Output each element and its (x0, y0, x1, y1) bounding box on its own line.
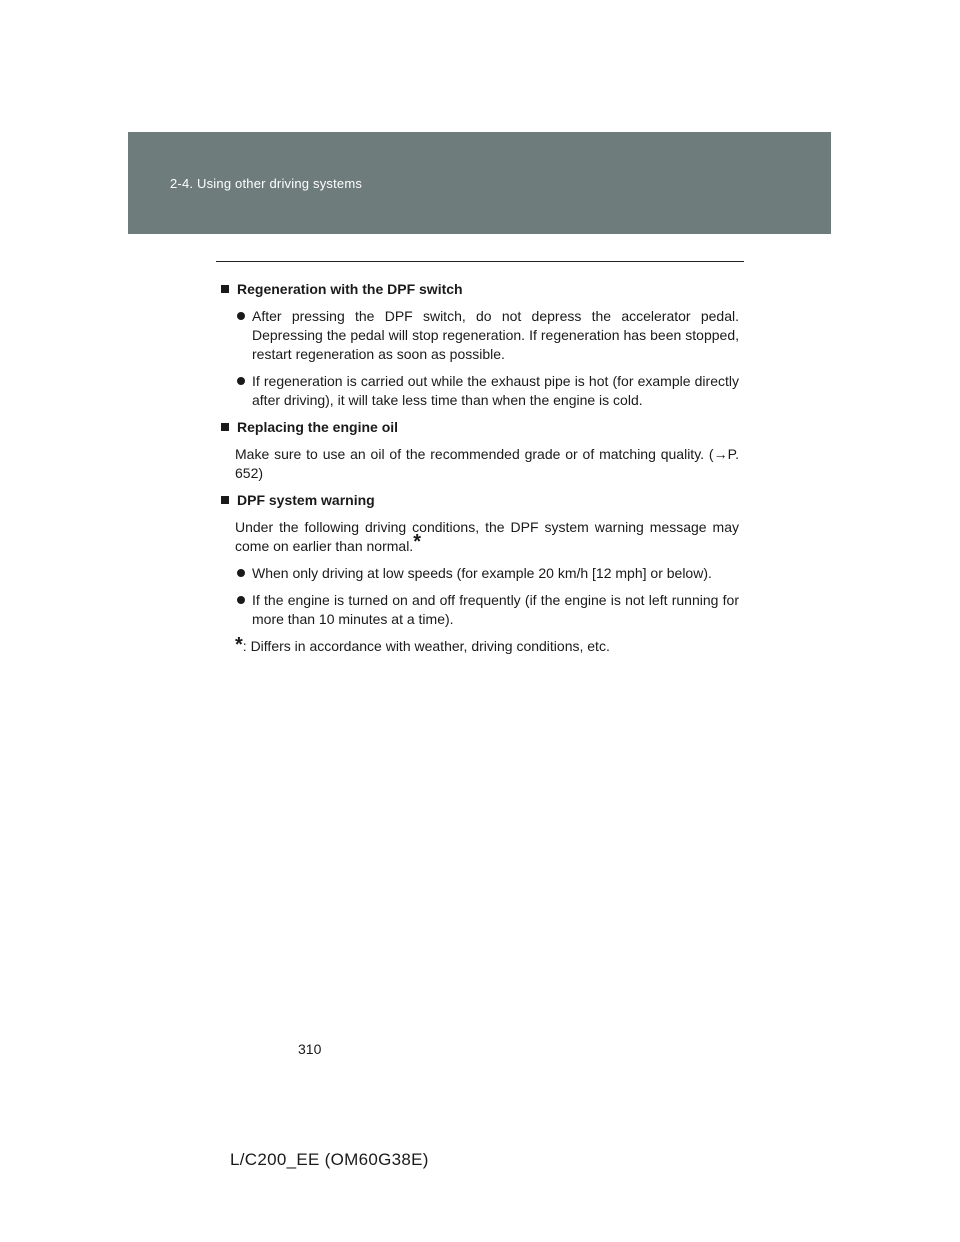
list-item (219, 591, 739, 629)
list-item-text: When only driving at low speeds (for example 20 km/h [12 mph] or below). (252, 565, 712, 581)
round-bullet-icon (237, 312, 245, 320)
round-bullet-icon (237, 569, 245, 577)
list-item (219, 564, 739, 583)
list-item-text: If the engine is turned on and off frequently (if the engine is not left running for more than 10 minutes at a time). (252, 592, 739, 627)
footnote (219, 634, 739, 656)
warning-paragraph (219, 518, 739, 556)
warning-text: Under the following driving conditions, the DPF system warning message may come on earlier than normal. (235, 519, 739, 554)
heading-engine-oil (219, 418, 739, 437)
square-bullet-icon (221, 423, 229, 431)
square-bullet-icon (221, 285, 229, 293)
round-bullet-icon (237, 596, 245, 604)
list-item-text: After pressing the DPF switch, do not depress the accelerator pedal. Depressing the pedal will stop regeneration. If regeneration has been stopped, restart regeneration as soon as possible. (252, 308, 739, 362)
heading-dpf-warning (219, 491, 739, 510)
asterisk-marker: * (413, 531, 421, 553)
heading-text: DPF system warning (237, 492, 375, 508)
divider-rule (216, 261, 744, 262)
heading-regeneration (219, 280, 739, 299)
round-bullet-icon (237, 377, 245, 385)
list-item-text: If regeneration is carried out while the exhaust pipe is hot (for example directly after driving), it will take less time than when the engine is cold. (252, 373, 739, 408)
list-item (219, 307, 739, 364)
heading-text: Regeneration with the DPF switch (237, 281, 463, 297)
asterisk-marker: * (235, 634, 243, 656)
page-content (219, 280, 739, 656)
section-title: 2-4. Using other driving systems (170, 176, 363, 191)
heading-text: Replacing the engine oil (237, 419, 399, 435)
oil-paragraph: Make sure to use an oil of the recommended grade or of matching quality. (→P. 652) (235, 446, 739, 481)
square-bullet-icon (221, 496, 229, 504)
list-item (219, 372, 739, 410)
footnote-text: : Differs in accordance with weather, driving conditions, etc. (242, 638, 610, 654)
document-code: L/C200_EE (OM60G38E) (230, 1150, 429, 1169)
header-band (128, 132, 831, 234)
page-number: 310 (298, 1041, 322, 1057)
